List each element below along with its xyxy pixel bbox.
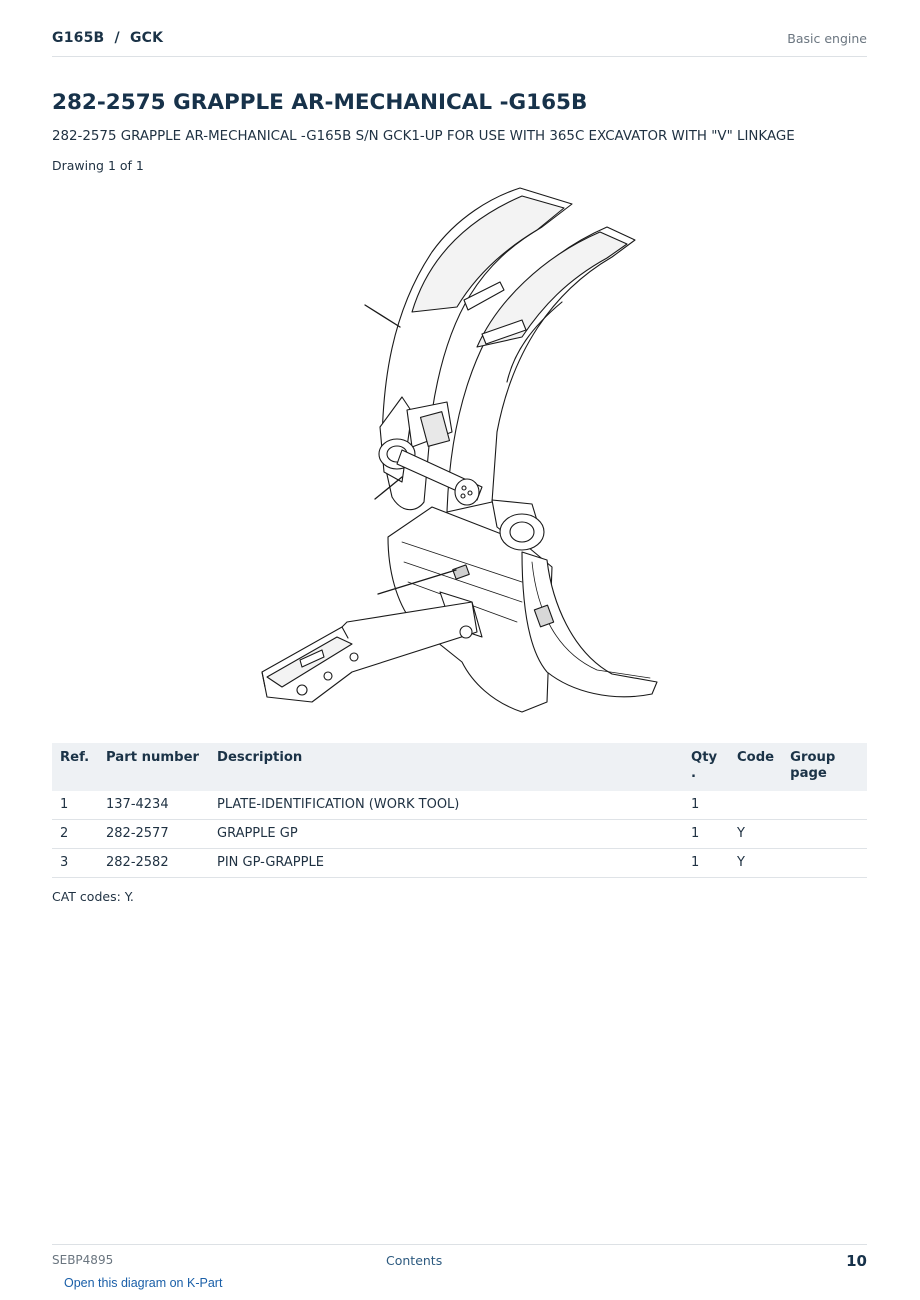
cell-code xyxy=(729,791,782,820)
col-code: Code xyxy=(729,743,782,791)
page-footer xyxy=(52,1244,867,1275)
cell-part-number: 282-2577 xyxy=(98,820,209,849)
open-kpart-link[interactable]: Open this diagram on K-Part xyxy=(64,1276,223,1290)
page-subtitle: 282-2575 GRAPPLE AR-MECHANICAL -G165B S/N GCK1-UP FOR USE WITH 365C EXCAVATOR WITH "V" LINKAGE xyxy=(52,129,795,144)
col-description: Description xyxy=(209,743,683,791)
cell-part-number: 282-2582 xyxy=(98,849,209,878)
contents-link[interactable]: Contents xyxy=(386,1253,443,1268)
cell-qty: 1 xyxy=(683,820,729,849)
cat-codes-note: CAT codes: Y. xyxy=(52,889,134,904)
page-header xyxy=(52,28,867,57)
cell-code: Y xyxy=(729,849,782,878)
parts-diagram xyxy=(52,182,867,727)
table-row xyxy=(52,791,867,820)
page xyxy=(52,0,867,1300)
cell-description: GRAPPLE GP xyxy=(209,820,683,849)
cell-group-page xyxy=(782,849,867,878)
col-group-page: Group page xyxy=(782,743,867,791)
cell-description: PIN GP-GRAPPLE xyxy=(209,849,683,878)
cell-group-page xyxy=(782,791,867,820)
cell-description: PLATE-IDENTIFICATION (WORK TOOL) xyxy=(209,791,683,820)
table-row xyxy=(52,849,867,878)
grapple-drawing xyxy=(52,182,867,727)
cell-part-number: 137-4234 xyxy=(98,791,209,820)
page-title: 282-2575 GRAPPLE AR-MECHANICAL -G165B xyxy=(52,90,588,115)
document-id: SEBP4895 xyxy=(52,1253,114,1267)
cell-ref: 2 xyxy=(52,820,98,849)
model-breadcrumb: G165B / GCK xyxy=(52,30,164,46)
cell-ref: 1 xyxy=(52,791,98,820)
cell-ref: 3 xyxy=(52,849,98,878)
col-part-number: Part number xyxy=(98,743,209,791)
cell-group-page xyxy=(782,820,867,849)
table-header-row xyxy=(52,743,867,791)
cell-code: Y xyxy=(729,820,782,849)
col-ref: Ref. xyxy=(52,743,98,791)
drawing-label: Drawing 1 of 1 xyxy=(52,158,144,173)
cell-qty: 1 xyxy=(683,849,729,878)
page-number: 10 xyxy=(846,1252,867,1270)
section-name: Basic engine xyxy=(787,31,867,46)
parts-table xyxy=(52,743,867,878)
cell-qty: 1 xyxy=(683,791,729,820)
col-qty: Qty . xyxy=(683,743,729,791)
table-row xyxy=(52,820,867,849)
